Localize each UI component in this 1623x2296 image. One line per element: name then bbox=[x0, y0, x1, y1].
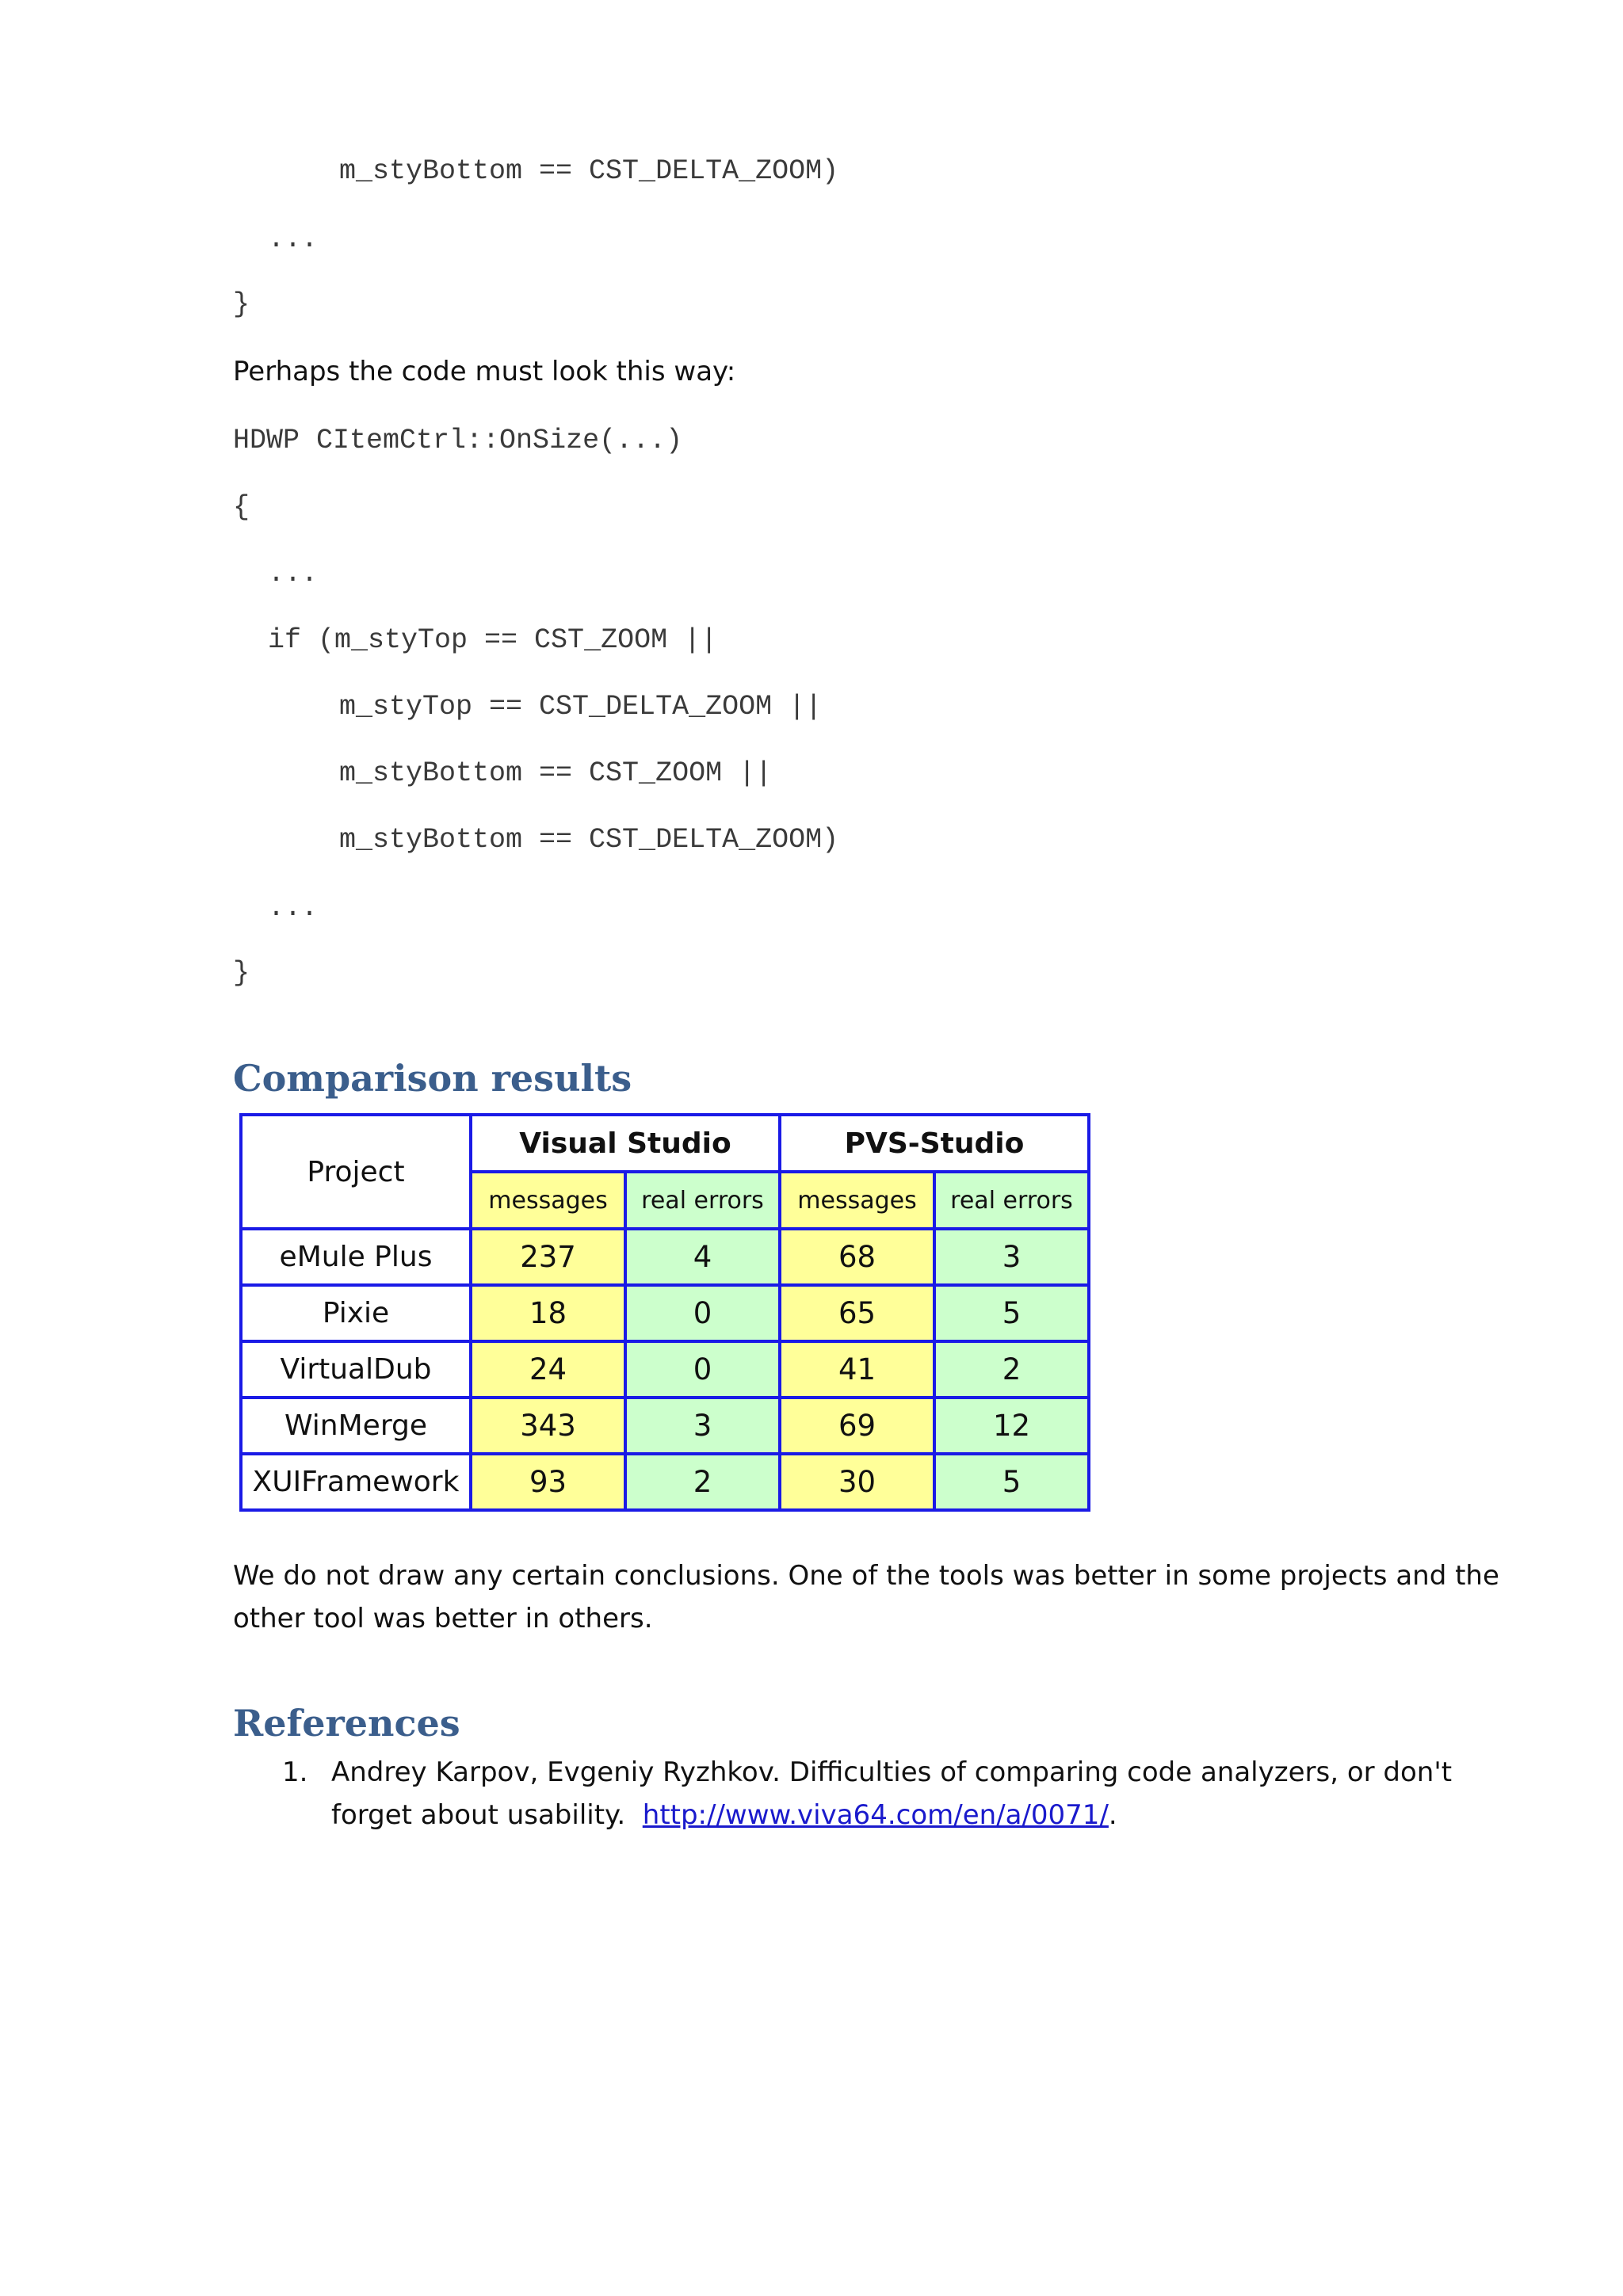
table-cell: 237 bbox=[471, 1229, 625, 1285]
table-cell: 68 bbox=[780, 1229, 934, 1285]
group-header-visual-studio: Visual Studio bbox=[471, 1115, 780, 1172]
table-cell: 4 bbox=[625, 1229, 780, 1285]
reference-citation: Andrey Karpov, Evgeniy Ryzhkov. Difficulties of comparing code analyzers, or don't forget about usability. bbox=[331, 1756, 1453, 1831]
code-line: { bbox=[233, 491, 250, 523]
reference-suffix: . bbox=[1108, 1799, 1117, 1831]
table-row bbox=[241, 1285, 1089, 1341]
reference-link[interactable]: http://www.viva64.com/en/a/0071/ bbox=[642, 1799, 1109, 1831]
section-heading-comparison: Comparison results bbox=[233, 1057, 632, 1100]
table-cell: 30 bbox=[780, 1454, 934, 1510]
code-line: } bbox=[233, 288, 250, 320]
project-name: VirtualDub bbox=[241, 1341, 471, 1398]
subheader-messages: messages bbox=[471, 1172, 625, 1229]
code-line: m_styBottom == CST_DELTA_ZOOM) bbox=[339, 155, 839, 187]
table-cell: 3 bbox=[625, 1398, 780, 1454]
comparison-table bbox=[239, 1113, 1090, 1512]
group-header-pvs-studio: PVS-Studio bbox=[780, 1115, 1089, 1172]
list-number: 1. bbox=[282, 1756, 308, 1788]
project-name: WinMerge bbox=[241, 1398, 471, 1454]
code-line: ... bbox=[268, 892, 319, 924]
code-line: ... bbox=[268, 223, 319, 255]
table-cell: 18 bbox=[471, 1285, 625, 1341]
table-row bbox=[241, 1341, 1089, 1398]
table-cell: 93 bbox=[471, 1454, 625, 1510]
project-name: eMule Plus bbox=[241, 1229, 471, 1285]
table-row bbox=[241, 1398, 1089, 1454]
table-cell: 2 bbox=[934, 1341, 1089, 1398]
table-row bbox=[241, 1229, 1089, 1285]
table-cell: 5 bbox=[934, 1454, 1089, 1510]
subheader-messages: messages bbox=[780, 1172, 934, 1229]
subheader-real-errors: real errors bbox=[934, 1172, 1089, 1229]
project-name: Pixie bbox=[241, 1285, 471, 1341]
table-cell: 0 bbox=[625, 1341, 780, 1398]
table-cell: 2 bbox=[625, 1454, 780, 1510]
code-line: ... bbox=[268, 558, 319, 589]
table-cell: 0 bbox=[625, 1285, 780, 1341]
section-heading-references: References bbox=[233, 1702, 460, 1745]
code-line: HDWP CItemCtrl::OnSize(...) bbox=[233, 425, 683, 456]
code-line: m_styTop == CST_DELTA_ZOOM || bbox=[339, 691, 823, 723]
table-cell: 69 bbox=[780, 1398, 934, 1454]
code-line: if (m_styTop == CST_ZOOM || bbox=[268, 624, 718, 656]
code-line: m_styBottom == CST_ZOOM || bbox=[339, 757, 773, 789]
subheader-real-errors: real errors bbox=[625, 1172, 780, 1229]
paragraph-text: Perhaps the code must look this way: bbox=[233, 356, 736, 387]
project-header: Project bbox=[241, 1115, 471, 1229]
table-cell: 5 bbox=[934, 1285, 1089, 1341]
table-cell: 343 bbox=[471, 1398, 625, 1454]
table-row bbox=[241, 1454, 1089, 1510]
conclusion-text: We do not draw any certain conclusions. One of the tools was better in some projects and the other tool was better in others. bbox=[233, 1560, 1499, 1634]
table-cell: 65 bbox=[780, 1285, 934, 1341]
table-cell: 24 bbox=[471, 1341, 625, 1398]
project-name: XUIFramework bbox=[241, 1454, 471, 1510]
code-line: } bbox=[233, 957, 250, 989]
table-cell: 3 bbox=[934, 1229, 1089, 1285]
table-cell: 12 bbox=[934, 1398, 1089, 1454]
reference-text bbox=[331, 1751, 1520, 1836]
code-line: m_styBottom == CST_DELTA_ZOOM) bbox=[339, 824, 839, 856]
table-cell: 41 bbox=[780, 1341, 934, 1398]
